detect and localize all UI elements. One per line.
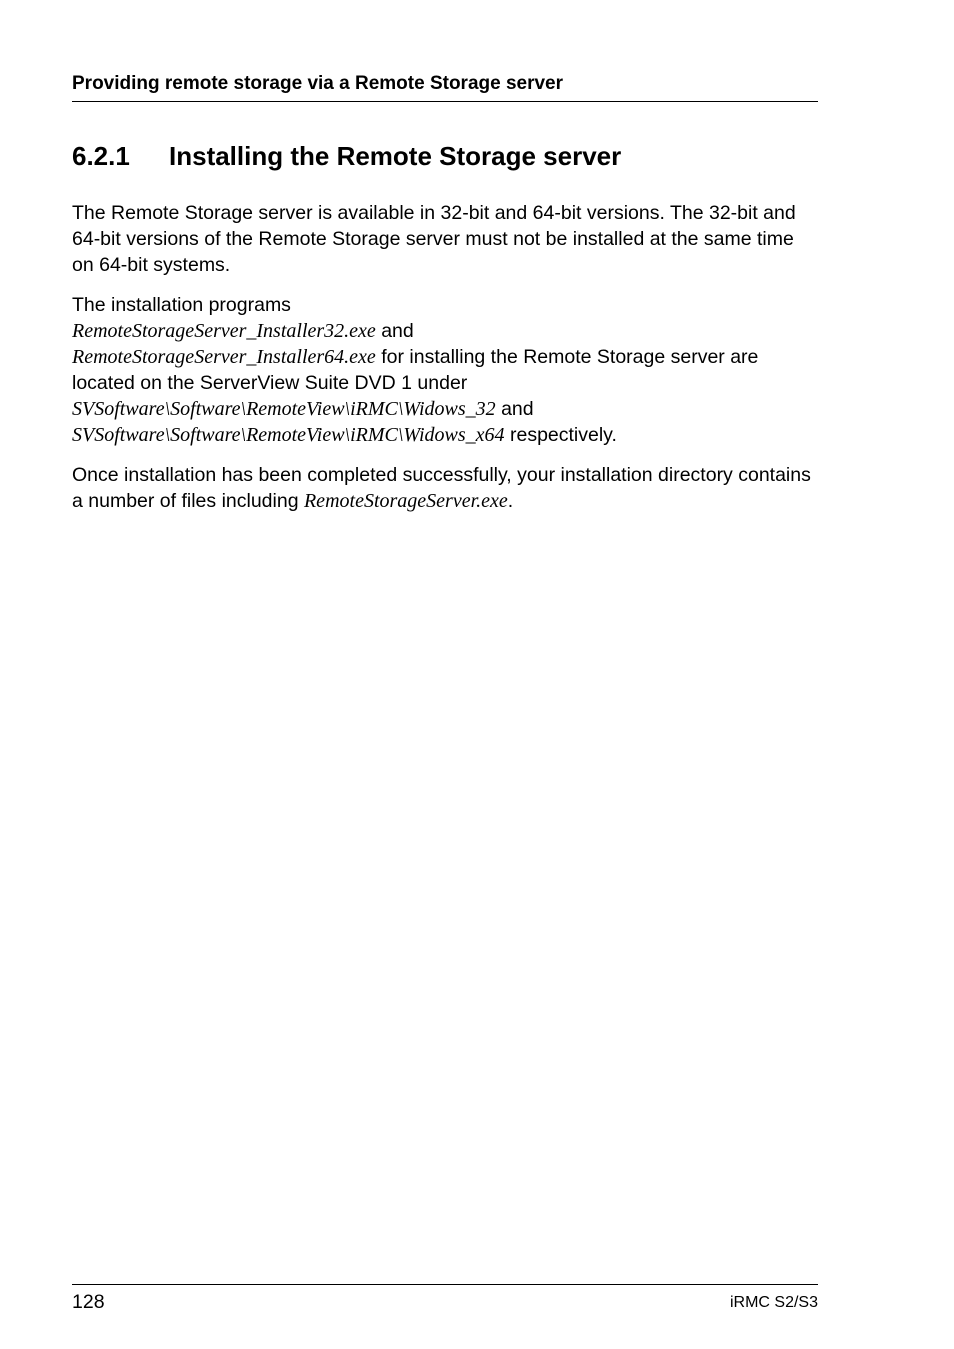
- paragraph-installation-directory: [72, 462, 818, 514]
- footer-rule: [72, 1284, 818, 1285]
- body-text: [72, 200, 818, 528]
- paragraph-text: respectively.: [504, 424, 617, 446]
- paragraph-versions: The Remote Storage server is available in 32-bit and 64-bit versions. The 32-bit and 64-bit versions of the Remote Storage server must not be installed at the same time on 64-bit systems.: [72, 202, 796, 276]
- section-heading: [72, 140, 818, 172]
- page-number: 128: [72, 1291, 105, 1313]
- server-executable-filename: RemoteStorageServer.exe: [303, 490, 508, 512]
- product-name: iRMC S2/S3: [729, 1294, 818, 1311]
- running-header: Providing remote storage via a Remote Storage server: [72, 73, 564, 94]
- paragraph-text: Once installation has been completed successfully, your installation directory contains a number of files including: [72, 464, 811, 512]
- paragraph-text: and: [495, 398, 534, 420]
- installer32-filename: RemoteStorageServer_Installer32.exe: [72, 320, 376, 342]
- section-number: 6.2.1: [72, 141, 130, 171]
- header-rule: [72, 101, 818, 102]
- paragraph-text: .: [507, 490, 514, 512]
- paragraph-installation-programs: [72, 292, 818, 448]
- paragraph-text: for installing the Remote Storage server are located on the ServerView Suite DVD 1 under: [72, 346, 759, 394]
- installer64-filename: RemoteStorageServer_Installer64.exe: [72, 346, 376, 368]
- path-32bit: SVSoftware\Software\RemoteView\iRMC\Widows_32: [72, 398, 496, 420]
- paragraph-text: The installation programs: [72, 294, 291, 316]
- section-title: Installing the Remote Storage server: [169, 141, 622, 171]
- paragraph-text: and: [375, 320, 414, 342]
- path-64bit: SVSoftware\Software\RemoteView\iRMC\Widows_x64: [72, 424, 505, 446]
